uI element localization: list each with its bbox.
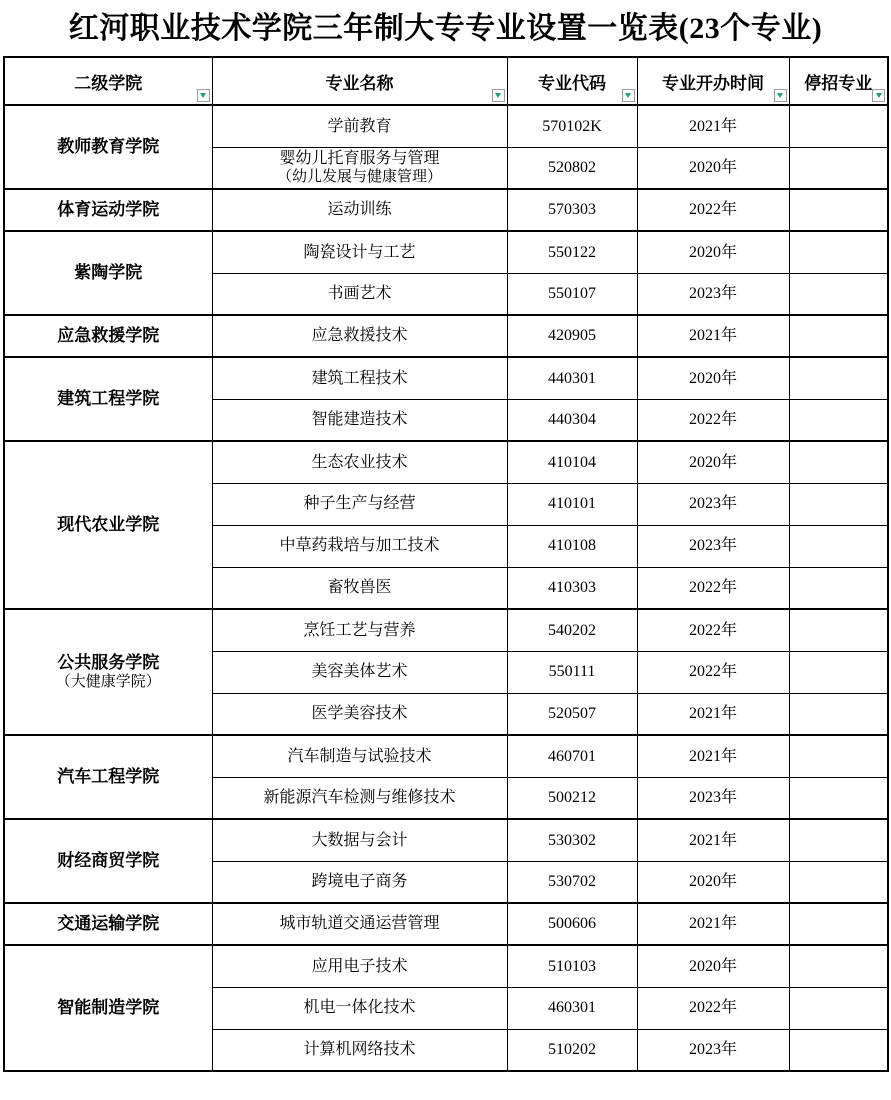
filter-button[interactable] [492, 89, 505, 102]
major-code-cell[interactable]: 500606 [507, 903, 637, 945]
start-year-cell[interactable]: 2021年 [637, 819, 789, 861]
major-name-cell[interactable] [212, 861, 507, 903]
major-name-cell[interactable] [212, 231, 507, 273]
column-header-label: 二级学院 [74, 73, 143, 93]
major-code-cell[interactable]: 520802 [507, 147, 637, 189]
major-code-cell[interactable]: 520507 [507, 693, 637, 735]
major-name-cell[interactable] [212, 651, 507, 693]
filter-button[interactable] [622, 89, 635, 102]
major-code-cell[interactable]: 440304 [507, 399, 637, 441]
college-name: 汽车工程学院 [57, 766, 160, 786]
start-year-cell[interactable]: 2020年 [637, 861, 789, 903]
college-cell[interactable] [4, 609, 212, 735]
table-row [4, 903, 888, 945]
major-name-cell[interactable] [212, 315, 507, 357]
start-year-cell[interactable]: 2023年 [637, 525, 789, 567]
college-name: 公共服务学院 [57, 652, 160, 672]
suspended-major-cell[interactable] [789, 777, 888, 819]
suspended-major-cell[interactable] [789, 693, 888, 735]
suspended-major-cell[interactable] [789, 945, 888, 987]
table-row [4, 315, 888, 357]
suspended-major-cell[interactable] [789, 819, 888, 861]
start-year-cell[interactable]: 2021年 [637, 903, 789, 945]
table-row [4, 189, 888, 231]
college-cell[interactable] [4, 819, 212, 903]
college-cell[interactable] [4, 105, 212, 189]
major-name-cell[interactable] [212, 903, 507, 945]
college-cell[interactable] [4, 357, 212, 441]
major-code-cell[interactable]: 550111 [507, 651, 637, 693]
major-name: 种子生产与经营 [303, 495, 416, 513]
filter-button[interactable] [774, 89, 787, 102]
major-name: 书画艺术 [327, 285, 392, 303]
suspended-major-cell[interactable] [789, 567, 888, 609]
major-name: 机电一体化技术 [303, 999, 416, 1017]
start-year-cell[interactable]: 2020年 [637, 945, 789, 987]
major-name: 跨境电子商务 [311, 873, 408, 891]
major-name: 新能源汽车检测与维修技术 [263, 789, 456, 807]
major-name: 运动训练 [327, 201, 392, 219]
table-row [4, 441, 888, 483]
table-body [4, 105, 888, 1071]
suspended-major-cell[interactable] [789, 987, 888, 1029]
major-name: 应用电子技术 [311, 957, 408, 975]
filter-dropdown-icon [876, 93, 882, 98]
filter-button[interactable] [197, 89, 210, 102]
college-name: 智能制造学院 [57, 997, 160, 1017]
suspended-major-cell[interactable] [789, 861, 888, 903]
college-name: 交通运输学院 [57, 913, 160, 933]
major-code-cell[interactable]: 570303 [507, 189, 637, 231]
suspended-major-cell[interactable] [789, 357, 888, 399]
suspended-major-cell[interactable] [789, 315, 888, 357]
major-code-cell[interactable]: 440301 [507, 357, 637, 399]
major-name-cell[interactable] [212, 357, 507, 399]
college-name: 紫陶学院 [74, 262, 143, 282]
column-header-label: 专业代码 [538, 73, 606, 93]
major-code-cell[interactable]: 460701 [507, 735, 637, 777]
major-name: 医学美容技术 [311, 705, 408, 723]
major-code-cell[interactable]: 550107 [507, 273, 637, 315]
college-name: 教师教育学院 [57, 136, 160, 156]
suspended-major-cell[interactable] [789, 735, 888, 777]
suspended-major-cell[interactable] [789, 903, 888, 945]
major-code-cell[interactable]: 530302 [507, 819, 637, 861]
start-year-cell[interactable]: 2023年 [637, 483, 789, 525]
major-code-cell[interactable]: 540202 [507, 609, 637, 651]
college-name: 体育运动学院 [57, 199, 160, 219]
major-code-cell[interactable]: 570102K [507, 105, 637, 147]
major-code-cell[interactable]: 410108 [507, 525, 637, 567]
college-cell[interactable] [4, 735, 212, 819]
college-name: 财经商贸学院 [57, 850, 160, 870]
major-name: 建筑工程技术 [311, 369, 408, 387]
major-name: 畜牧兽医 [327, 579, 392, 597]
major-name: 智能建造技术 [311, 411, 408, 429]
major-name-cell[interactable] [212, 609, 507, 651]
column-header [637, 57, 789, 105]
suspended-major-cell[interactable] [789, 105, 888, 147]
college-cell[interactable] [4, 231, 212, 315]
major-name-cell[interactable] [212, 441, 507, 483]
major-name: 婴幼儿托育服务与管理 [279, 150, 440, 168]
major-name: 汽车制造与试验技术 [287, 747, 432, 765]
start-year-cell[interactable]: 2022年 [637, 651, 789, 693]
start-year-cell[interactable]: 2020年 [637, 231, 789, 273]
filter-dropdown-icon [625, 93, 631, 98]
major-name-cell[interactable] [212, 189, 507, 231]
column-header [212, 57, 507, 105]
column-header-label: 专业名称 [325, 73, 394, 93]
start-year-cell[interactable]: 2023年 [637, 273, 789, 315]
major-name: 生态农业技术 [311, 453, 408, 471]
major-name: 陶瓷设计与工艺 [303, 243, 416, 261]
suspended-major-cell[interactable] [789, 273, 888, 315]
major-name-cell[interactable] [212, 735, 507, 777]
filter-dropdown-icon [200, 93, 206, 98]
major-name: 学前教育 [327, 117, 392, 135]
college-cell[interactable] [4, 189, 212, 231]
major-name: 美容美体艺术 [311, 663, 408, 681]
major-name-note: （幼儿发展与健康管理） [276, 169, 442, 186]
major-code-cell[interactable]: 410101 [507, 483, 637, 525]
table-row [4, 735, 888, 777]
table-row [4, 945, 888, 987]
college-cell[interactable] [4, 903, 212, 945]
college-name: 应急救援学院 [57, 325, 160, 345]
majors-table [3, 56, 889, 1072]
major-name-cell[interactable] [212, 987, 507, 1029]
major-name: 中草药栽培与加工技术 [279, 537, 440, 555]
major-name: 大数据与会计 [311, 831, 408, 849]
major-name-cell[interactable] [212, 147, 507, 189]
suspended-major-cell[interactable] [789, 483, 888, 525]
start-year-cell[interactable]: 2021年 [637, 105, 789, 147]
column-header [4, 57, 212, 105]
suspended-major-cell[interactable] [789, 1029, 888, 1071]
major-code-cell[interactable]: 530702 [507, 861, 637, 903]
major-code-cell[interactable]: 420905 [507, 315, 637, 357]
header-row [4, 57, 888, 105]
table-row [4, 231, 888, 273]
suspended-major-cell[interactable] [789, 147, 888, 189]
table-row [4, 105, 888, 147]
major-name-cell[interactable] [212, 693, 507, 735]
major-name-cell[interactable] [212, 399, 507, 441]
major-name-cell[interactable] [212, 105, 507, 147]
major-name-cell[interactable] [212, 777, 507, 819]
suspended-major-cell[interactable] [789, 441, 888, 483]
major-code-cell[interactable]: 410104 [507, 441, 637, 483]
college-note: （大健康学院） [55, 674, 161, 691]
suspended-major-cell[interactable] [789, 525, 888, 567]
filter-button[interactable] [872, 89, 885, 102]
start-year-cell[interactable]: 2020年 [637, 441, 789, 483]
college-cell[interactable] [4, 315, 212, 357]
major-name-cell[interactable] [212, 483, 507, 525]
start-year-cell[interactable]: 2022年 [637, 987, 789, 1029]
suspended-major-cell[interactable] [789, 609, 888, 651]
filter-dropdown-icon [777, 93, 783, 98]
major-code-cell[interactable]: 550122 [507, 231, 637, 273]
start-year-cell[interactable]: 2022年 [637, 609, 789, 651]
major-code-cell[interactable]: 410303 [507, 567, 637, 609]
start-year-cell[interactable]: 2021年 [637, 315, 789, 357]
major-name-cell[interactable] [212, 1029, 507, 1071]
page-title: 红河职业技术学院三年制大专专业设置一览表(23个专业) [68, 12, 823, 45]
suspended-major-cell[interactable] [789, 651, 888, 693]
major-name: 烹饪工艺与营养 [303, 621, 416, 639]
start-year-cell[interactable]: 2021年 [637, 693, 789, 735]
table-row [4, 819, 888, 861]
column-header-label: 专业开办时间 [662, 73, 764, 93]
start-year-cell[interactable]: 2022年 [637, 567, 789, 609]
major-name-cell[interactable] [212, 819, 507, 861]
major-code-cell[interactable]: 510103 [507, 945, 637, 987]
start-year-cell[interactable]: 2023年 [637, 1029, 789, 1071]
college-name: 建筑工程学院 [57, 388, 160, 408]
start-year-cell[interactable]: 2022年 [637, 189, 789, 231]
major-name-cell[interactable] [212, 945, 507, 987]
major-name-cell[interactable] [212, 273, 507, 315]
suspended-major-cell[interactable] [789, 399, 888, 441]
filter-dropdown-icon [495, 93, 501, 98]
suspended-major-cell[interactable] [789, 189, 888, 231]
start-year-cell[interactable]: 2020年 [637, 357, 789, 399]
start-year-cell[interactable]: 2023年 [637, 777, 789, 819]
start-year-cell[interactable]: 2022年 [637, 399, 789, 441]
suspended-major-cell[interactable] [789, 231, 888, 273]
table-row [4, 357, 888, 399]
major-name: 计算机网络技术 [303, 1041, 416, 1059]
column-header [789, 57, 888, 105]
major-code-cell[interactable]: 500212 [507, 777, 637, 819]
table-header [4, 57, 888, 105]
major-code-cell[interactable]: 460301 [507, 987, 637, 1029]
column-header-label: 停招专业 [804, 73, 873, 93]
major-code-cell[interactable]: 510202 [507, 1029, 637, 1071]
start-year-cell[interactable]: 2020年 [637, 147, 789, 189]
college-name: 现代农业学院 [57, 514, 160, 534]
column-header [507, 57, 637, 105]
table-row [4, 609, 888, 651]
college-cell[interactable] [4, 441, 212, 609]
college-cell[interactable] [4, 945, 212, 1071]
major-name-cell[interactable] [212, 567, 507, 609]
major-name-cell[interactable] [212, 525, 507, 567]
major-name: 应急救援技术 [311, 327, 408, 345]
start-year-cell[interactable]: 2021年 [637, 735, 789, 777]
major-name: 城市轨道交通运营管理 [279, 915, 440, 933]
